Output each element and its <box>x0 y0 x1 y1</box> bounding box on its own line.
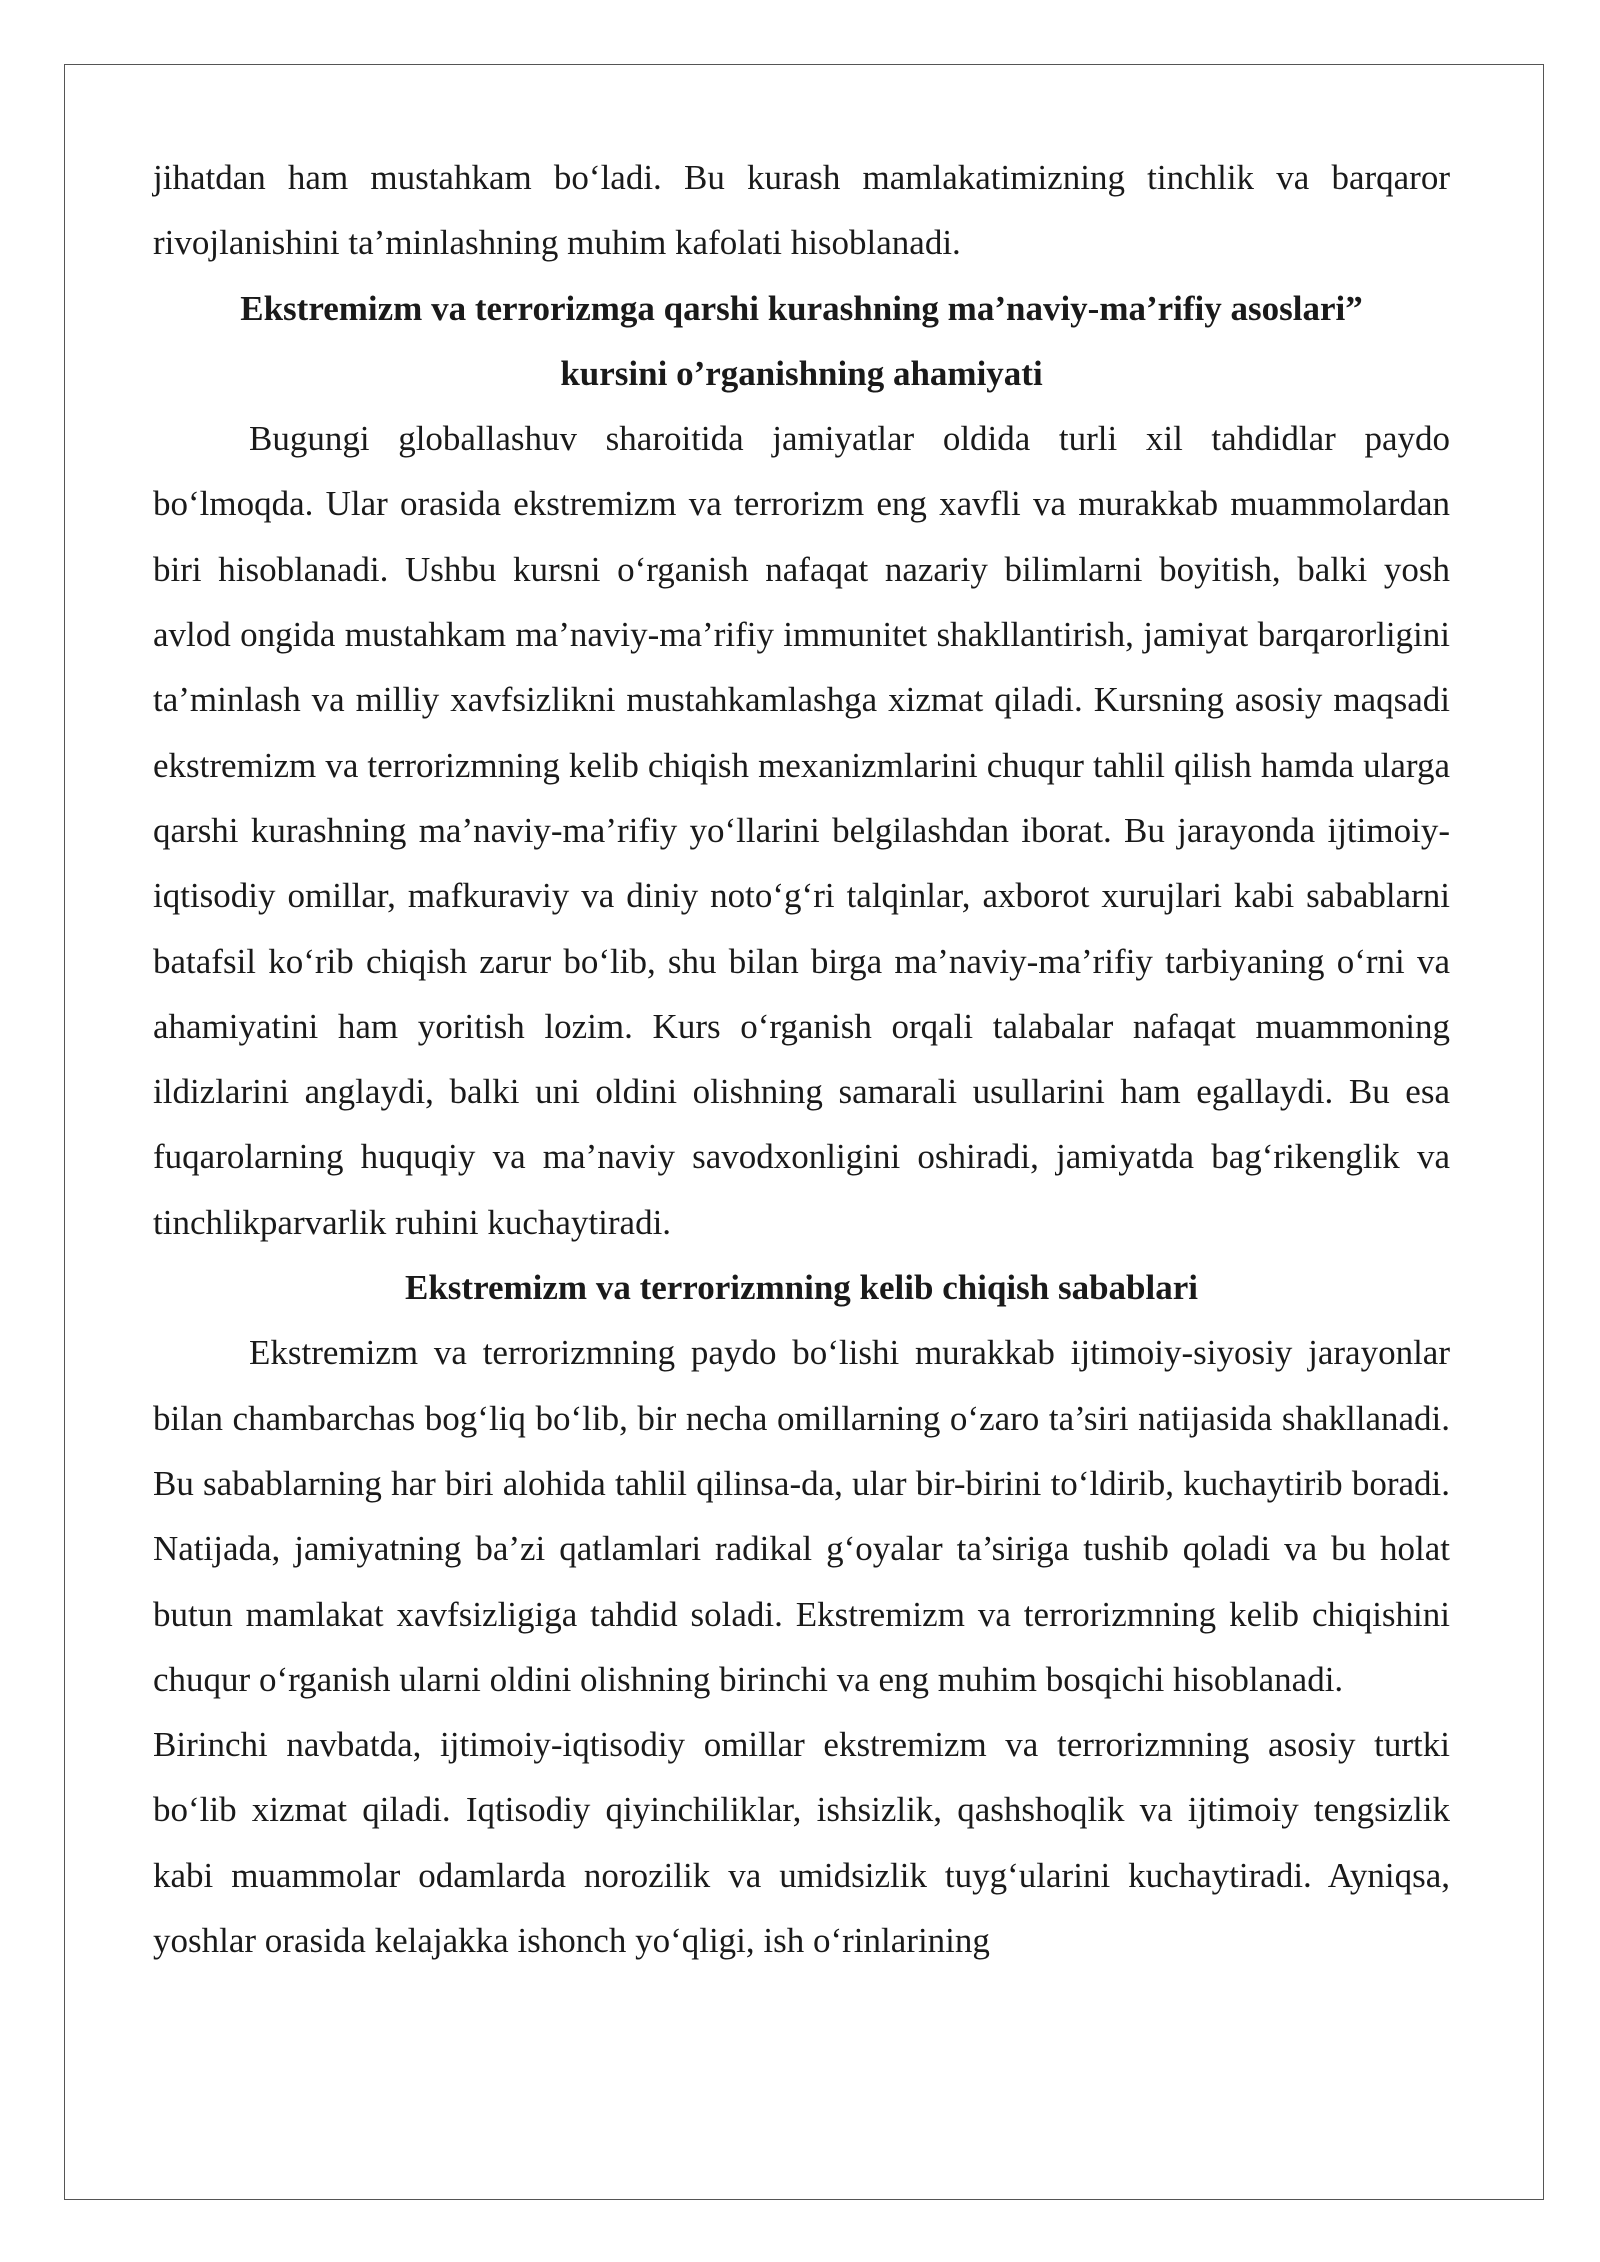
heading-line: Ekstremizm va terrorizmga qarshi kurashning ma’naviy-ma’rifiy asoslari” <box>240 288 1363 328</box>
section-heading-course-importance <box>153 276 1450 407</box>
section-heading-causes: Ekstremizm va terrorizmning kelib chiqish sabablari <box>404 1268 1199 1308</box>
document-body <box>153 145 1450 1973</box>
paragraph-intro: jihatdan ham mustahkam bo‘ladi. Bu kurash mamlakatimizning tinchlik va barqaror rivojlanishini ta’minlashning muhim kafolati hisoblanadi. <box>153 158 1450 263</box>
paragraph-causes-overview: Ekstremizm va terrorizmning paydo bo‘lishi murakkab ijtimoiy-siyosiy jarayonlar bilan chambarchas bog‘liq bo‘lib, bir necha omillarning o‘zaro ta’siri natijasida shakllanadi. Bu sabablarning har biri alohida tahlil qilinsa-da, ular bir-birini to‘ldirib, kuchaytirib boradi. Natijada, jamiyatning ba’zi qatlamlari radikal g‘oyalar ta’siriga tushib qoladi va bu holat butun mamlakat xavfsizligiga tahdid soladi. Ekstremizm va terrorizmning kelib chiqishini chuqur o‘rganish ularni oldini olishning birinchi va eng muhim bosqichi hisoblanadi. <box>153 1333 1450 1699</box>
paragraph-course-importance: Bugungi globallashuv sharoitida jamiyatlar oldida turli xil tahdidlar paydo bo‘lmoqda. Ular orasida ekstremizm va terrorizm eng xavfli va murakkab muammolardan biri hisoblanadi. Ushbu kursni o‘rganish nafaqat nazariy bilimlarni boyitish, balki yosh avlod ongida mustahkam ma’naviy-ma’rifiy immunitet shakllantirish, jamiyat barqarorligini ta’minlash va milliy xavfsizlikni mustahkamlashga xizmat qiladi. Kursning asosiy maqsadi ekstremizm va terrorizmning kelib chiqish mexanizmlarini chuqur tahlil qilish hamda ularga qarshi kurashning ma’naviy-ma’rifiy yo‘llarini belgilashdan iborat. Bu jarayonda ijtimoiy-iqtisodiy omillar, mafkuraviy va diniy noto‘g‘ri talqinlar, axborot xurujlari kabi sabablarni batafsil ko‘rib chiqish zarur bo‘lib, shu bilan birga ma’naviy-ma’rifiy tarbiyaning o‘rni va ahamiyatini ham yoritish lozim. Kurs o‘rganish orqali talabalar nafaqat muammoning ildizlarini anglaydi, balki uni oldini olishning samarali usullarini ham egallaydi. Bu esa fuqarolarning huquqiy va ma’naviy savodxonligini oshiradi, jamiyatda bag‘rikenglik va tinchlikparvarlik ruhini kuchaytiradi. <box>153 419 1450 1242</box>
paragraph-socioeconomic-factors: Birinchi navbatda, ijtimoiy-iqtisodiy omillar ekstremizm va terrorizmning asosiy turtki bo‘lib xizmat qiladi. Iqtisodiy qiyinchiliklar, ishsizlik, qashshoqlik va ijtimoiy tengsizlik kabi muammolar odamlarda norozilik va umidsizlik tuyg‘ularini kuchaytiradi. Ayniqsa, yoshlar orasida kelajakka ishonch yo‘qligi, ish o‘rinlarining <box>153 1725 1450 1961</box>
heading-line: kursini o’rganishning ahamiyati <box>560 353 1043 393</box>
